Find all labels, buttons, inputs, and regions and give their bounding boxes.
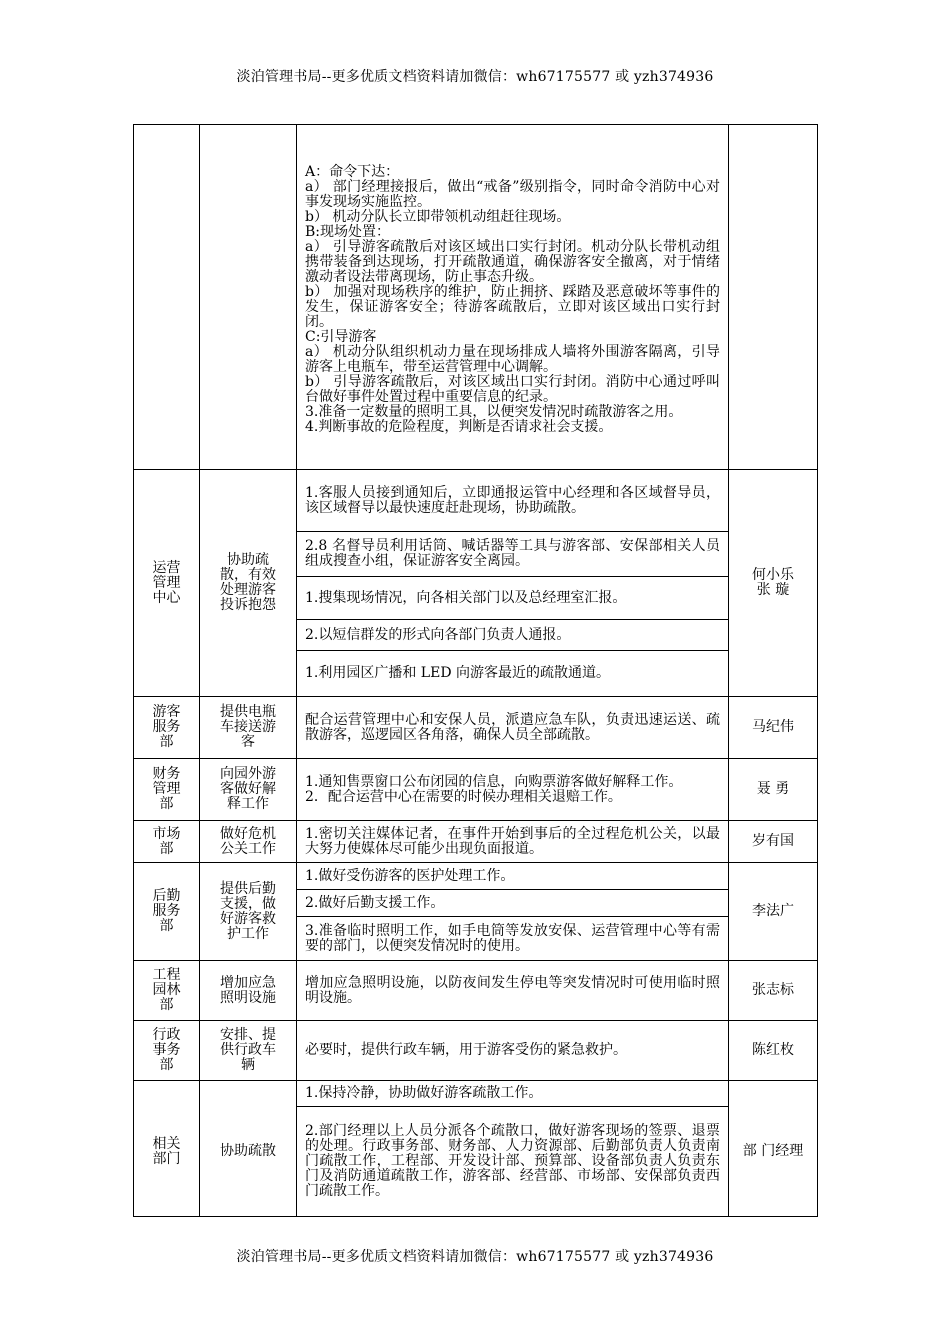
person-cell: 陈红枚 [729, 1021, 818, 1081]
dept-cell-empty [134, 125, 200, 470]
table-row [134, 1021, 818, 1081]
continuation-line: a） 机动分队组织机动力量在现场排成人墙将外围游客隔离，引导游客上电瓶车，带至运营管理中心调解。 [305, 343, 720, 375]
task-cell: 2.做好后勤支援工作。 [297, 890, 729, 917]
dept-cell: 后勤服务部 [134, 863, 200, 961]
dept-cell: 行政事务部 [134, 1021, 200, 1081]
task-cell: 配合运营管理中心和安保人员，派遣应急车队，负责迅速运送、疏散游客，巡逻园区各角落，确保人员全部疏散。 [297, 697, 729, 759]
task-cell-continuation [297, 125, 729, 470]
continuation-line: b） 引导游客疏散后，对该区域出口实行封闭。消防中心通过呼叫台做好事件处置过程中重要信息的纪录。 [305, 373, 720, 405]
continuation-line: 4.判断事故的危险程度，判断是否请求社会支援。 [305, 418, 613, 435]
table-row [134, 821, 818, 863]
task-cell: 1.做好受伤游客的医护处理工作。 [297, 863, 729, 890]
dept-cell: 财务管理部 [134, 759, 200, 821]
task-cell: 必要时，提供行政车辆，用于游客受伤的紧急救护。 [297, 1021, 729, 1081]
table-row [134, 961, 818, 1021]
table-row [134, 863, 818, 890]
table-row [134, 1081, 818, 1107]
table-row [134, 470, 818, 532]
continuation-line: 3.准备一定数量的照明工具，以便突发情况时疏散游客之用。 [305, 403, 683, 420]
person-cell: 张志标 [729, 961, 818, 1021]
task-cell: 1.密切关注媒体记者，在事件开始到事后的全过程危机公关，以最大努力使媒体尽可能少出现负面报道。 [297, 821, 729, 863]
duty-cell: 做好危机公关工作 [200, 821, 297, 863]
person-cell: 岁有国 [729, 821, 818, 863]
continuation-line: b） 机动分队长立即带领机动组赶往现场。 [305, 208, 571, 225]
task-cell: 1.利用园区广播和 LED 向游客最近的疏散通道。 [297, 651, 729, 697]
continuation-line: A：命令下达： [305, 163, 400, 180]
person-cell-empty [729, 125, 818, 470]
dept-cell: 工程园林部 [134, 961, 200, 1021]
dept-cell: 运营管理中心 [134, 470, 200, 697]
task-cell: 2.以短信群发的形式向各部门负责人通报。 [297, 620, 729, 651]
continuation-line: b） 加强对现场秩序的维护，防止拥挤、踩踏及恶意破坏等事件的发生，保证游客安全；待游客疏散后，立即对该区域出口实行封闭。 [305, 283, 720, 330]
task-cell: 增加应急照明设施，以防夜间发生停电等突发情况时可使用临时照明设施。 [297, 961, 729, 1021]
duty-cell-empty [200, 125, 297, 470]
task-cell: 1.客服人员接到通知后，立即通报运管中心经理和各区域督导员，该区域督导以最快速度赶赴现场，协助疏散。 [297, 470, 729, 532]
duty-cell: 向园外游客做好解释工作 [200, 759, 297, 821]
person-cell: 李法广 [729, 863, 818, 961]
dept-cell: 市场部 [134, 821, 200, 863]
table-row [134, 759, 818, 821]
duty-cell: 协助疏散，有效处理游客投诉抱怨 [200, 470, 297, 697]
continuation-line: a） 引导游客疏散后对该区域出口实行封闭。机动分队长带机动组携带装备到达现场，打开疏散通道，确保游客安全撤离，对于情绪激动者设法带离现场，防止事态升级。 [305, 238, 720, 285]
duty-cell: 协助疏散 [200, 1081, 297, 1217]
task-cell: 1.保持冷静，协助做好游客疏散工作。 [297, 1081, 729, 1107]
dept-cell: 相关部门 [134, 1081, 200, 1217]
page-footer: 淡泊管理书局--更多优质文档资料请加微信：wh67175577 或 yzh374936 [236, 1249, 714, 1265]
task-cell: 1.搜集现场情况，向各相关部门以及总经理室汇报。 [297, 577, 729, 620]
table-row-continuation [134, 125, 818, 470]
person-cell: 聂 勇 [729, 759, 818, 821]
person-cell: 何小乐 张 璇 [729, 470, 818, 697]
task-cell: 1.通知售票窗口公布闭园的信息，向购票游客做好解释工作。 2．配合运营中心在需要的时候办理相关退赔工作。 [297, 759, 729, 821]
task-cell: 3.准备临时照明工作，如手电筒等发放安保、运营管理中心等有需要的部门，以便突发情况时的使用。 [297, 917, 729, 961]
task-cell: 2.部门经理以上人员分派各个疏散口，做好游客现场的签票、退票的处理。行政事务部、财务部、人力资源部、后勤部负责人负责南门疏散工作，工程部、开发设计部、预算部、设备部负责人负责东门及消防通道疏散工作，游客部、经营部、市场部、安保部负责西门疏散工作。 [297, 1107, 729, 1217]
dept-cell: 游客服务部 [134, 697, 200, 759]
duty-cell: 提供电瓶车接送游客 [200, 697, 297, 759]
duty-cell: 增加应急照明设施 [200, 961, 297, 1021]
table-row [134, 697, 818, 759]
task-cell: 2.8 名督导员利用话筒、喊话器等工具与游客部、安保部相关人员组成搜查小组，保证游客安全离园。 [297, 532, 729, 577]
duty-cell: 提供后勤支援，做好游客救护工作 [200, 863, 297, 961]
emergency-duty-table [133, 124, 818, 1217]
person-cell: 部 门经理 [729, 1081, 818, 1217]
continuation-line: a） 部门经理接报后，做出“戒备”级别指令，同时命令消防中心对事发现场实施监控。 [305, 178, 720, 210]
person-cell: 马纪伟 [729, 697, 818, 759]
duty-cell: 安排、提供行政车辆 [200, 1021, 297, 1081]
page-header: 淡泊管理书局--更多优质文档资料请加微信：wh67175577 或 yzh374936 [236, 69, 714, 85]
continuation-line: B:现场处置： [305, 223, 391, 240]
continuation-line: C:引导游客 [305, 328, 377, 345]
